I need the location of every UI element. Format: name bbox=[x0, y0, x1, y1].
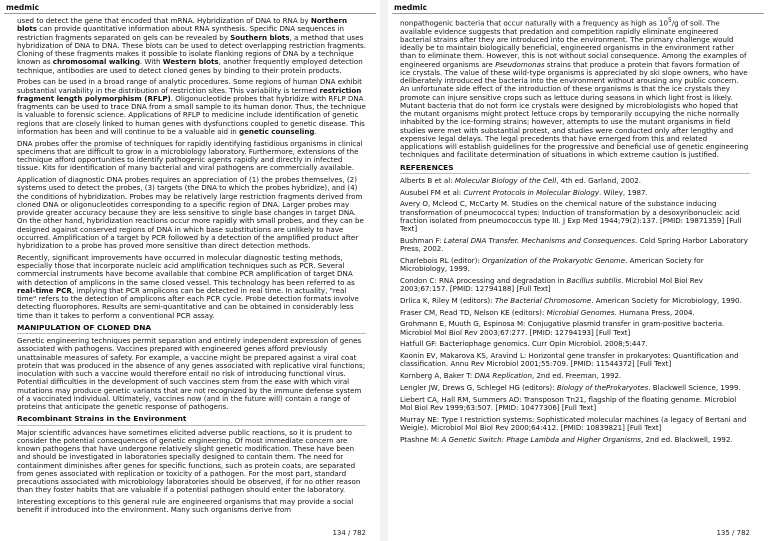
italic-text: Biology of theProkaryotes bbox=[556, 382, 649, 392]
text-run: Ausubel FM et al: bbox=[400, 187, 464, 197]
text-run: , another frequently employed detection technique, antibodies are used to detect cloned genes by binding to their protein products. bbox=[17, 57, 363, 75]
bold-term: Western blots bbox=[162, 57, 219, 67]
reference-entry bbox=[400, 436, 750, 444]
text-run: strains that produce a protein that favors formation of ice crystals. The value of these wild-type organisms is appreciated by ski slope owners, who have deliberately introduced the bacteria into the environment without arousing any public concern. An unfortunate side effect of the introduction of these organisms is that the ice crystals they promote can injure sensitive crops such as lettuce during seasons in which light frost is likely. Mutant bacteria that do not form ice crystals were designed by microbiologists who hoped that the mutant organisms might protect lettuce crops by temporarily occupying the niche normally inhabited by the ice-forming strains; however, attempts to use the mutant organisms in field studies were met with substantial protest, and studies were conducted only after lengthy and expensive legal delays. The legal precedents that have emerged from this and related applications will establish guidelines for the progressive and beneficial use of genetic engineering techniques and facilitate determination of situations in which extreme caution is justified. bbox=[400, 59, 749, 160]
text-run: Recently, significant improvements have occurred in molecular diagnostic testing methods, especially those that incorporate nucleic acid amplification techniques such as PCR. Several commercial instruments have become available that combine PCR amplification of target DNA with detection of amplicons in the same closed vessel. This technology has been referred to as bbox=[17, 252, 355, 287]
text-run: Grohmann E, Muuth G, Espinosa M: Conjugative plasmid transfer in gram-positive bacteria. Microbiol Mol Biol Rev 2003;67:277. [PMID: 12794193] [Full Text] bbox=[400, 319, 725, 337]
paragraph bbox=[17, 429, 366, 495]
page-number: 134 / 782 bbox=[332, 529, 366, 537]
bold-term: Northern blots bbox=[17, 17, 348, 34]
text-run: nonpathogenic bacteria that occur naturally with a frequency as high as 10 bbox=[400, 18, 669, 28]
paragraph bbox=[17, 17, 366, 75]
text-run: , 2nd ed. Freeman, 1992. bbox=[531, 371, 622, 381]
page-number: 135 / 782 bbox=[716, 529, 750, 537]
reference-entry bbox=[400, 189, 750, 197]
reference-entry bbox=[400, 297, 750, 305]
reference-entry bbox=[400, 277, 750, 294]
running-header: medmic bbox=[394, 3, 428, 12]
text-run: Drlica K, Riley M (editors): bbox=[400, 295, 495, 305]
italic-text: Lateral DNA Transfer. Mechanisms and Consequences bbox=[443, 235, 635, 245]
text-run: Hatfull GF: Bacteriophage genomics. Curr Opin Microbiol. 2008;5:447. bbox=[400, 339, 648, 349]
text-run: Major scientific advances have sometimes elicited adverse public reactions, so it is prudent to consider the potential consequences of genetic engineering. Of most immediate concern are known pathogens that have undergone relatively slight genetic modification. These have been and should be investigated in laboratories specially designed to contain them. The need for containment diminishes after genes for specific functions, such as protein coats, are separated from genes associated with replication or toxicity of a pathogen. For the most part, standard precautions associated with microbiology laboratories should be observed, if for no other reason than they foster habits that are valuable if a potential pathogen should enter the laboratory. bbox=[17, 427, 361, 495]
text-run: , 2nd ed. Blackwell, 1992. bbox=[640, 434, 733, 444]
paragraph bbox=[17, 498, 366, 515]
text-run: Kornberg A, Baker T: bbox=[400, 371, 475, 381]
text-run: , a method that uses hybridization of DNA to DNA. These blots can be used to detect overlapping restriction fragments. Cloning of these fragments makes it possible to isolate flanking regions of DNA by a technique known as bbox=[17, 32, 366, 67]
italic-text: Molecular Biology of the Cell bbox=[454, 175, 557, 185]
header-rule bbox=[4, 13, 376, 14]
paragraph bbox=[17, 78, 366, 136]
section-heading: REFERENCES bbox=[400, 164, 750, 174]
reference-entry bbox=[400, 237, 750, 254]
text-run: can provide quantitative information about RNA synthesis. Specific DNA sequences in restriction fragments separated on gels can be revealed by bbox=[17, 24, 344, 42]
italic-text: Current Protocols in Molecular Biology bbox=[463, 187, 600, 197]
text-run: . Blackwell Science, 1999. bbox=[648, 382, 741, 392]
text-run: Bushman F: bbox=[400, 235, 444, 245]
italic-text: Pseudomonas bbox=[495, 59, 545, 69]
text-run: DNA probes offer the promise of techniques for rapidly identifying fastidious organisms in clinical specimens that are difficult to grow in a microbiology laboratory. Furthermore, extensions of the technique afford opportunities to identify pathogenic agents rapidly and directly in infected tissue. Kits for identification of many bacterial and viral pathogens are commercially available. bbox=[17, 138, 363, 173]
text-run: , 4th ed. Garland, 2002. bbox=[556, 175, 642, 185]
text-run: Interesting exceptions to this general rule are engineered organisms that may provide a social benefit if introduced into the environment. Many such organisms derive from bbox=[17, 497, 354, 515]
text-run: . American Society for Microbiology, 1999. bbox=[400, 255, 704, 274]
reference-entry bbox=[400, 384, 750, 392]
paragraph bbox=[17, 176, 366, 250]
left-page bbox=[0, 0, 380, 541]
text-run: /g of soil. The available evidence suggests that predation and competition rapidly eliminate engineered bacterial strains after they are introduced into the environment. The primary challenge would ideally be to maintain biologically beneficial, engineered organisms in the environment rather than to eliminate them. However, this is not without social consequence. Among the examples of engineered organisms are bbox=[400, 18, 747, 69]
bold-term: real-time PCR bbox=[17, 285, 72, 295]
text-run: . Oligonucleotide probes that hybridize with RFLP DNA fragments can be used to trace DNA from a small sample to its human donor. Thus, the technique is valuable to forensic science. Applications of RFLP to medicine include identification of genetic regions that are closely linked to human genes with dysfunctions coupled to genetic disease. This information has been and will continue to be a valuable aid in bbox=[17, 93, 366, 136]
reference-entry bbox=[400, 340, 750, 348]
paragraph bbox=[400, 17, 750, 160]
reference-entry bbox=[400, 352, 750, 369]
text-run: Genetic engineering techniques permit separation and entirely independent expression of genes associated with pathogens. Vaccines prepared with engineered genes afford previously unattainable measures of safety. For example, a vaccine might be prepared against a viral coat protein that was produced in the absence of any genes associated with replicative viral functions; inoculation with such a vaccine would therefore entail no risk of introducing functional virus. Potential difficulties in the development of such vaccines stem from the ease with which viral mutations may produce genetic variants that are not recognized by the immune defense system of a vaccinated individual. Ultimately, vaccines now (and in the future will) contain a range of proteins that anticipate the genetic response of pathogens. bbox=[17, 336, 366, 411]
italic-text: Organization of the Prokaryotic Genome bbox=[482, 255, 626, 265]
reference-entry bbox=[400, 396, 750, 413]
text-run: . Wiley, 1987. bbox=[599, 187, 648, 197]
italic-text: The Bacterial Chromosome bbox=[494, 295, 592, 305]
text-run: used to detect the gene that encoded that mRNA. Hybridization of DNA to RNA by bbox=[17, 17, 311, 25]
text-run: Fraser CM, Read TD, Nelson KE (editors): bbox=[400, 307, 547, 317]
reference-entry bbox=[400, 177, 750, 185]
text-run: . American Society for Microbiology, 1990. bbox=[591, 295, 742, 305]
text-run: Lengler JW, Drews G, Schlegel HG (editors): bbox=[400, 382, 557, 392]
bold-term: restriction fragment length polymorphism (RFLP) bbox=[17, 85, 362, 103]
text-run: . bbox=[314, 126, 317, 136]
reference-entry bbox=[400, 309, 750, 317]
section-heading: MANIPULATION OF CLONED DNA bbox=[17, 324, 366, 334]
text-run: Murray NE: Type I restriction systems: Sophisticated molecular machines (a legacy of Bertani and Weigle). Microbiol Mol Biol Rev 2000;64:412. [PMID: 10839821] [Full Text] bbox=[400, 414, 747, 432]
text-run: Avery O, Mcleod C, McCarty M. Studies on the chemical nature of the substance inducing transformation of pneumococcal types: Induction of transformation by a desoxyribonucleic acid fraction isolated from pneumococcus type III. J Exp Med 1944;79(2):137. [PMID: 19871359] [Full Text] bbox=[400, 199, 742, 234]
reference-entry bbox=[400, 416, 750, 433]
reference-entry bbox=[400, 257, 750, 274]
paragraph bbox=[17, 337, 366, 411]
text-run: Liebert CA, Hall RM, Summers AO: Transposon Tn21, flagship of the floating genome. Microbiol Mol Biol Rev 1999;63:507. [PMID: 10477306] [Full Text] bbox=[400, 394, 737, 412]
text-run: . Microbiol Mol Biol Rev 2003;67:157. [PMID: 12794188] [Full Text] bbox=[400, 275, 703, 294]
text-run: Alberts B et al: bbox=[400, 175, 455, 185]
header-rule bbox=[392, 13, 764, 14]
reference-entry bbox=[400, 372, 750, 380]
paragraph bbox=[17, 140, 366, 173]
right-page bbox=[388, 0, 768, 541]
running-header: medmic bbox=[6, 3, 40, 12]
italic-text: Microbial Genomes bbox=[546, 307, 615, 317]
italic-text: Bacillus subtilis bbox=[566, 275, 622, 285]
text-run: Ptashne M: bbox=[400, 434, 442, 444]
text-run: . With bbox=[139, 57, 163, 67]
reference-entry bbox=[400, 200, 750, 233]
text-run: . Cold Spring Harbor Laboratory Press, 2002. bbox=[400, 235, 748, 254]
paragraph bbox=[17, 254, 366, 320]
italic-text: A Genetic Switch: Phage Lambda and Higher Organisms bbox=[441, 434, 641, 444]
text-run: , implying that PCR amplicons can be detected in real time. In actuality, "real time" refers to the detection of amplicons after each PCR cycle. Probe detection formats involve detecting fluorophores. Results are semi-quantitative and can be obtained in considerably less time than it takes to perform a conventional PCR assay. bbox=[17, 285, 359, 320]
italic-text: DNA Replication bbox=[474, 371, 532, 381]
reference-entry bbox=[400, 320, 750, 337]
text-run: . Humana Press, 2004. bbox=[614, 307, 695, 317]
page-body bbox=[400, 17, 750, 523]
text-run: Probes can be used in a broad range of analytic procedures. Some regions of human DNA exhibit substantial variability in the distribution of restriction sites. This variability is termed bbox=[17, 77, 362, 95]
section-heading: Recombinant Strains in the Environment bbox=[17, 415, 366, 425]
page-body bbox=[17, 17, 366, 523]
superscript: 5 bbox=[668, 18, 672, 24]
text-run: Condon C: RNA processing and degradation in bbox=[400, 275, 567, 285]
text-run: Charlebois RL (editor): bbox=[400, 255, 483, 265]
bold-term: chromosomal walking bbox=[52, 57, 140, 67]
bold-term: Southern blots bbox=[230, 32, 290, 42]
text-run: Koonin EV, Makarova KS, Aravind L: Horizontal gene transfer in prokaryotes: Quantification and classification. Annu Rev Microbiol 2001;55:709. [PMID: 11544372] [Full Text] bbox=[400, 351, 739, 369]
bold-term: genetic counseling bbox=[239, 126, 315, 136]
text-run: Application of diagnostic DNA probes requires an appreciation of (1) the probes themselves, (2) systems used to detect the probes, (3) targets (the DNA to which the probes hybridize), and (4) the conditions of hybridization. Probes may be relatively large restriction fragments derived from cloned DNA or oligonucleotides corresponding to a specific region of DNA. Larger probes may provide greater accuracy because they are less sensitive to single base changes in target DNA. On the other hand, hybridization reactions occur more rapidly with small probes, and they can be designed against conserved regions of DNA in which base substitutions are unlikely to have occurred. Amplification of a target by PCR followed by a detection of the amplified product after hybridization to a probe has proved more sensitive than direct detection methods. bbox=[17, 175, 364, 250]
